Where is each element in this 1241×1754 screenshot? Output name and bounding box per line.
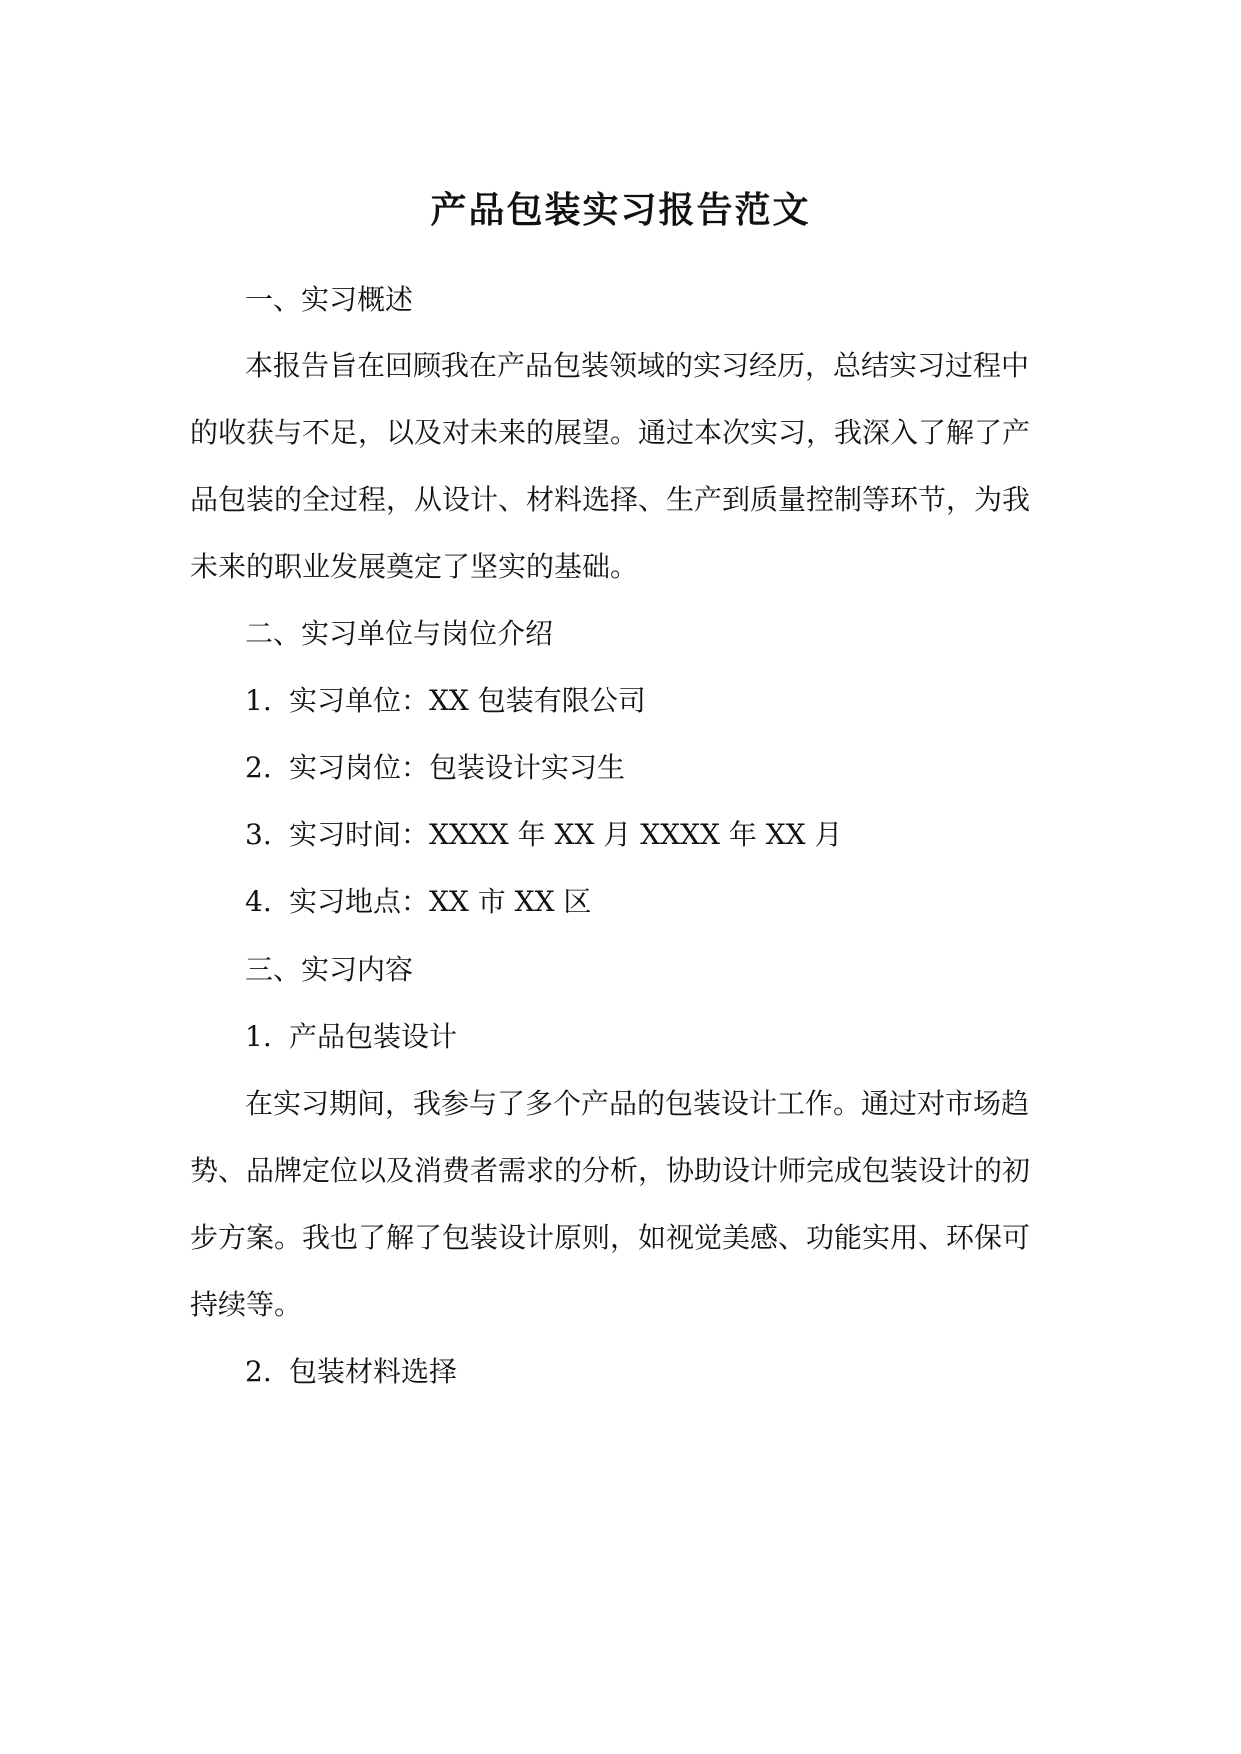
list-item	[245, 882, 591, 922]
paragraph-line: 本报告旨在回顾我在产品包装领域的实习经历，总结实习过程中	[245, 349, 1030, 382]
list-text: 实习单位：XX 包装有限公司	[289, 684, 646, 717]
list-text: 实习时间：XXXX 年 XX 月 XXXX 年 XX 月	[289, 818, 843, 851]
list-number: 4.	[245, 885, 272, 918]
list-item	[245, 815, 843, 855]
section-heading-content: 三、实习内容	[245, 953, 414, 986]
list-text: 包装材料选择	[289, 1355, 458, 1388]
paragraph-line: 在实习期间，我参与了多个产品的包装设计工作。通过对市场趋	[245, 1087, 1030, 1120]
list-text: 实习岗位：包装设计实习生	[289, 751, 626, 784]
list-text: 实习地点：XX 市 XX 区	[289, 885, 592, 918]
list-text: 产品包装设计	[289, 1020, 458, 1053]
list-item	[245, 748, 625, 788]
paragraph-line: 品包装的全过程，从设计、材料选择、生产到质量控制等环节，为我	[190, 483, 1031, 516]
paragraph-line: 势、品牌定位以及消费者需求的分析，协助设计师完成包装设计的初	[190, 1154, 1031, 1187]
list-number: 2.	[245, 1355, 272, 1388]
paragraph-line: 的收获与不足，以及对未来的展望。通过本次实习，我深入了解了产	[190, 416, 1031, 449]
subsection-heading	[245, 1017, 457, 1057]
section-heading-unit: 二、实习单位与岗位介绍	[245, 617, 554, 650]
section-heading-overview: 一、实习概述	[245, 283, 414, 316]
list-number: 1.	[245, 1020, 272, 1053]
paragraph-line: 步方案。我也了解了包装设计原则，如视觉美感、功能实用、环保可	[190, 1221, 1031, 1254]
list-number: 3.	[245, 818, 272, 851]
document-title: 产品包装实习报告范文	[430, 189, 811, 231]
list-item	[245, 681, 646, 721]
subsection-heading	[245, 1352, 457, 1392]
list-number: 1.	[245, 684, 272, 717]
list-number: 2.	[245, 751, 272, 784]
paragraph-line: 未来的职业发展奠定了坚实的基础。	[190, 550, 639, 583]
paragraph-line: 持续等。	[190, 1288, 303, 1321]
